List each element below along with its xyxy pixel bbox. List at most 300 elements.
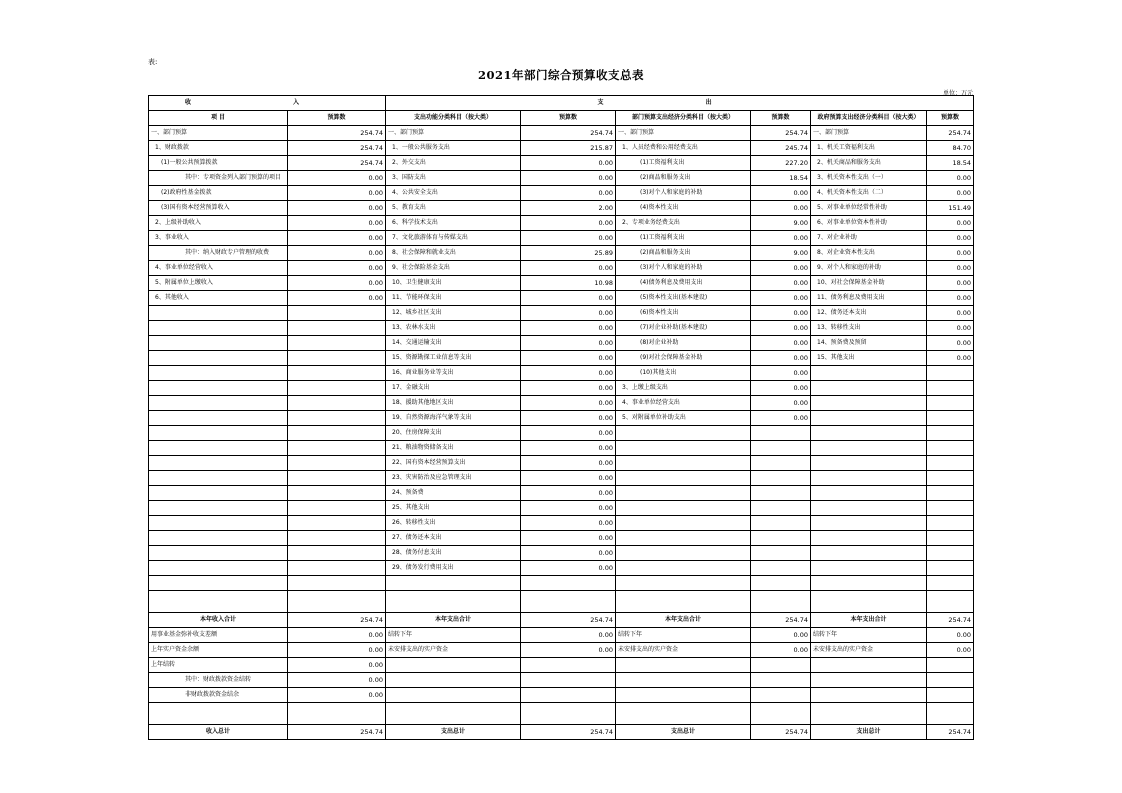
cell-label: (4)资本性支出 xyxy=(616,201,751,216)
column-header: 预算数 xyxy=(288,111,386,126)
cell-value: 254.74 xyxy=(751,613,811,628)
cell-label xyxy=(149,703,288,725)
cell-value: 0.00 xyxy=(288,658,386,673)
cell-label: 非财政拨款资金结余 xyxy=(149,688,288,703)
cell-label: 1、人员经费和公用经费支出 xyxy=(616,141,751,156)
cell-label: 用事业基金弥补收支差额 xyxy=(149,628,288,643)
cell-value: 0.00 xyxy=(288,643,386,658)
cell-value xyxy=(927,471,974,486)
cell-label: 2、专项业务经费支出 xyxy=(616,216,751,231)
cell-label: (3)国有资本经营预算收入 xyxy=(149,201,288,216)
cell-value xyxy=(288,366,386,381)
cell-label: 26、转移性支出 xyxy=(386,516,521,531)
cell-value: 0.00 xyxy=(521,531,616,546)
cell-value: 0.00 xyxy=(927,643,974,658)
cell-value xyxy=(927,426,974,441)
column-header: 预算数 xyxy=(751,111,811,126)
cell-value: 0.00 xyxy=(521,321,616,336)
table-row xyxy=(149,426,974,441)
cell-label xyxy=(811,501,927,516)
cell-label xyxy=(811,471,927,486)
cell-value: 254.74 xyxy=(521,725,616,740)
cell-label: 3、国防支出 xyxy=(386,171,521,186)
cell-value xyxy=(288,396,386,411)
table-row xyxy=(149,306,974,321)
cell-value xyxy=(521,658,616,673)
table-row xyxy=(149,366,974,381)
cell-label xyxy=(386,576,521,591)
cell-value xyxy=(521,673,616,688)
cell-value xyxy=(288,321,386,336)
cell-value: 0.00 xyxy=(751,396,811,411)
cell-value xyxy=(927,411,974,426)
table-row xyxy=(149,321,974,336)
cell-value xyxy=(288,381,386,396)
cell-label xyxy=(616,546,751,561)
cell-value xyxy=(751,546,811,561)
cell-value: 0.00 xyxy=(751,321,811,336)
total-row xyxy=(149,725,974,740)
cell-value: 0.00 xyxy=(751,261,811,276)
cell-label: 未安排支出的实户资金 xyxy=(616,643,751,658)
cell-label: 4、机关资本性支出（二） xyxy=(811,186,927,201)
cell-label: 9、社会保险基金支出 xyxy=(386,261,521,276)
cell-value: 0.00 xyxy=(521,216,616,231)
cell-label: (8)对企业补助 xyxy=(616,336,751,351)
cell-label: 支出总计 xyxy=(811,725,927,740)
cell-label xyxy=(149,396,288,411)
cell-label xyxy=(616,426,751,441)
cell-label: 6、对事业单位资本性补助 xyxy=(811,216,927,231)
cell-value xyxy=(927,456,974,471)
cell-value: 0.00 xyxy=(927,171,974,186)
cell-value xyxy=(751,688,811,703)
cell-label: 其中：专项资金列入部门预算的项目 xyxy=(149,171,288,186)
income-section-header: 收 入 xyxy=(149,96,386,111)
unit-label: 单位：万元 xyxy=(942,90,973,97)
cell-label xyxy=(811,531,927,546)
cell-value: 254.74 xyxy=(288,141,386,156)
table-row xyxy=(149,171,974,186)
cell-value xyxy=(288,591,386,613)
cell-label xyxy=(149,366,288,381)
cell-value: 0.00 xyxy=(521,546,616,561)
cell-value: 254.74 xyxy=(751,126,811,141)
cell-value: 0.00 xyxy=(521,261,616,276)
cell-label xyxy=(811,673,927,688)
cell-label: (3)对个人和家庭的补助 xyxy=(616,186,751,201)
cell-value xyxy=(288,561,386,576)
cell-value xyxy=(927,591,974,613)
cell-value: 0.00 xyxy=(751,291,811,306)
cell-value: 9.00 xyxy=(751,246,811,261)
cell-label: 27、债务还本支出 xyxy=(386,531,521,546)
cell-value: 245.74 xyxy=(751,141,811,156)
cell-label: 19、自然资源海洋气象等支出 xyxy=(386,411,521,426)
cell-value: 2.00 xyxy=(521,201,616,216)
cell-label xyxy=(811,561,927,576)
cell-value: 0.00 xyxy=(521,486,616,501)
cell-value: 0.00 xyxy=(521,643,616,658)
cell-value: 0.00 xyxy=(751,381,811,396)
cell-label: 11、节能环保支出 xyxy=(386,291,521,306)
cell-label: 10、卫生健康支出 xyxy=(386,276,521,291)
cell-label: 结转下年 xyxy=(811,628,927,643)
column-header-row xyxy=(149,111,974,126)
cell-label xyxy=(811,396,927,411)
cell-label xyxy=(149,441,288,456)
cell-label: 10、对社会保障基金补助 xyxy=(811,276,927,291)
cell-value xyxy=(288,456,386,471)
cell-value: 0.00 xyxy=(927,186,974,201)
cell-value: 9.00 xyxy=(751,216,811,231)
table-row xyxy=(149,673,974,688)
cell-label: 21、粮油物资储备支出 xyxy=(386,441,521,456)
cell-label xyxy=(811,441,927,456)
table-row xyxy=(149,291,974,306)
budget-summary-table xyxy=(148,95,974,740)
cell-value xyxy=(288,546,386,561)
cell-value xyxy=(751,561,811,576)
cell-label: 3、上缴上级支出 xyxy=(616,381,751,396)
cell-label: 一、部门预算 xyxy=(386,126,521,141)
cell-label xyxy=(616,531,751,546)
table-row xyxy=(149,126,974,141)
cell-value: 0.00 xyxy=(288,628,386,643)
cell-value: 0.00 xyxy=(927,321,974,336)
table-row xyxy=(149,546,974,561)
cell-value: 0.00 xyxy=(751,306,811,321)
cell-label: 20、住房保障支出 xyxy=(386,426,521,441)
cell-label: 一、部门预算 xyxy=(149,126,288,141)
table-row xyxy=(149,486,974,501)
cell-label: 2、机关商品和服务支出 xyxy=(811,156,927,171)
cell-label: 本年收入合计 xyxy=(149,613,288,628)
table-row xyxy=(149,246,974,261)
cell-value xyxy=(288,516,386,531)
cell-value: 254.74 xyxy=(288,156,386,171)
table-row xyxy=(149,276,974,291)
cell-label: 15、其他支出 xyxy=(811,351,927,366)
table-row xyxy=(149,643,974,658)
cell-label xyxy=(616,486,751,501)
cell-value: 0.00 xyxy=(751,201,811,216)
cell-value xyxy=(927,501,974,516)
cell-label xyxy=(149,486,288,501)
cell-value xyxy=(288,576,386,591)
cell-label: 结转下年 xyxy=(616,628,751,643)
cell-label: 6、科学技术支出 xyxy=(386,216,521,231)
cell-value xyxy=(927,673,974,688)
cell-value: 0.00 xyxy=(927,246,974,261)
cell-value: 254.74 xyxy=(927,613,974,628)
cell-label: 2、外交支出 xyxy=(386,156,521,171)
cell-value: 0.00 xyxy=(521,426,616,441)
cell-value: 0.00 xyxy=(927,261,974,276)
cell-value xyxy=(288,703,386,725)
cell-value xyxy=(288,426,386,441)
table-row xyxy=(149,456,974,471)
cell-value: 0.00 xyxy=(521,381,616,396)
cell-label: (1)工资福利支出 xyxy=(616,156,751,171)
cell-value: 0.00 xyxy=(927,291,974,306)
cell-value xyxy=(751,531,811,546)
cell-label: 22、国有资本经营预算支出 xyxy=(386,456,521,471)
cell-label: 上年实户资金余额 xyxy=(149,643,288,658)
cell-label xyxy=(616,561,751,576)
cell-value: 0.00 xyxy=(521,351,616,366)
cell-value: 0.00 xyxy=(521,156,616,171)
column-header: 支出功能分类科目（按大类） xyxy=(386,111,521,126)
cell-label xyxy=(149,501,288,516)
cell-value: 0.00 xyxy=(751,366,811,381)
cell-value: 0.00 xyxy=(751,351,811,366)
table-row xyxy=(149,141,974,156)
cell-value: 254.74 xyxy=(751,725,811,740)
table-row xyxy=(149,411,974,426)
cell-value xyxy=(751,426,811,441)
cell-value: 0.00 xyxy=(521,456,616,471)
column-header: 项 目 xyxy=(149,111,288,126)
cell-label xyxy=(149,456,288,471)
cell-label: 结转下年 xyxy=(386,628,521,643)
cell-label: 未安排支出的实户资金 xyxy=(386,643,521,658)
cell-label xyxy=(149,351,288,366)
cell-label: (2)政府性基金拨款 xyxy=(149,186,288,201)
cell-label: 12、城乡社区支出 xyxy=(386,306,521,321)
cell-value xyxy=(751,471,811,486)
total-row xyxy=(149,613,974,628)
table-row xyxy=(149,576,974,591)
cell-label: 13、农林水支出 xyxy=(386,321,521,336)
cell-value: 0.00 xyxy=(927,306,974,321)
table-row xyxy=(149,231,974,246)
table-row xyxy=(149,201,974,216)
table-row xyxy=(149,396,974,411)
column-header: 政府预算支出经济分类科目（按大类） xyxy=(811,111,927,126)
cell-label xyxy=(811,381,927,396)
cell-value xyxy=(927,441,974,456)
cell-value xyxy=(288,351,386,366)
cell-value: 151.49 xyxy=(927,201,974,216)
cell-label: (2)商品和服务支出 xyxy=(616,171,751,186)
cell-label: 其中：纳入财政专户管理的收费 xyxy=(149,246,288,261)
cell-value: 254.74 xyxy=(927,126,974,141)
cell-value xyxy=(927,531,974,546)
cell-label: 14、预备费及预留 xyxy=(811,336,927,351)
table-row xyxy=(149,531,974,546)
cell-value: 0.00 xyxy=(927,231,974,246)
cell-value xyxy=(521,576,616,591)
cell-value: 0.00 xyxy=(751,336,811,351)
cell-value xyxy=(927,546,974,561)
cell-value: 227.20 xyxy=(751,156,811,171)
cell-label: (7)对企业补助(基本建设) xyxy=(616,321,751,336)
cell-value: 0.00 xyxy=(927,276,974,291)
cell-label xyxy=(811,591,927,613)
cell-value: 254.74 xyxy=(521,126,616,141)
cell-label xyxy=(811,546,927,561)
cell-value: 0.00 xyxy=(521,411,616,426)
cell-label xyxy=(149,426,288,441)
cell-value: 0.00 xyxy=(751,276,811,291)
cell-value: 0.00 xyxy=(521,561,616,576)
cell-label: (10)其他支出 xyxy=(616,366,751,381)
cell-label xyxy=(811,703,927,725)
cell-label: 7、文化旅游体育与传媒支出 xyxy=(386,231,521,246)
cell-value: 0.00 xyxy=(521,186,616,201)
cell-value xyxy=(751,456,811,471)
cell-label xyxy=(149,321,288,336)
cell-label: 一、部门预算 xyxy=(616,126,751,141)
cell-label xyxy=(616,658,751,673)
cell-value: 0.00 xyxy=(521,306,616,321)
cell-label: 24、预备费 xyxy=(386,486,521,501)
cell-label: (4)债务利息及费用支出 xyxy=(616,276,751,291)
cell-label: 其中：财政拨款资金结转 xyxy=(149,673,288,688)
cell-label: 8、社会保障和就业支出 xyxy=(386,246,521,261)
cell-label xyxy=(811,576,927,591)
cell-value xyxy=(927,576,974,591)
cell-value: 0.00 xyxy=(288,201,386,216)
cell-label xyxy=(616,673,751,688)
cell-label xyxy=(149,381,288,396)
cell-label xyxy=(149,471,288,486)
cell-label: 29、债务发行费用支出 xyxy=(386,561,521,576)
cell-label: 25、其他支出 xyxy=(386,501,521,516)
cell-value: 0.00 xyxy=(288,231,386,246)
cell-value: 0.00 xyxy=(521,628,616,643)
cell-value: 254.74 xyxy=(288,725,386,740)
cell-label xyxy=(811,688,927,703)
cell-label: 14、交通运输支出 xyxy=(386,336,521,351)
column-header: 预算数 xyxy=(521,111,616,126)
cell-value: 0.00 xyxy=(751,628,811,643)
table-row xyxy=(149,186,974,201)
cell-label xyxy=(811,366,927,381)
table-row xyxy=(149,561,974,576)
cell-value: 0.00 xyxy=(521,471,616,486)
cell-label: 7、对企业补助 xyxy=(811,231,927,246)
column-header: 预算数 xyxy=(927,111,974,126)
cell-label: 4、事业单位经营支出 xyxy=(616,396,751,411)
cell-value: 0.00 xyxy=(288,673,386,688)
cell-value: 0.00 xyxy=(927,628,974,643)
cell-value xyxy=(927,366,974,381)
cell-label: 5、对附属单位补助支出 xyxy=(616,411,751,426)
expense-section-header: 支 出 xyxy=(386,96,974,111)
cell-value: 0.00 xyxy=(288,688,386,703)
cell-label xyxy=(616,441,751,456)
cell-label: 1、机关工资福利支出 xyxy=(811,141,927,156)
cell-value: 254.74 xyxy=(288,126,386,141)
column-header: 部门预算支出经济分类科目（按大类） xyxy=(616,111,751,126)
cell-label: 9、对个人和家庭的补助 xyxy=(811,261,927,276)
cell-label xyxy=(149,561,288,576)
cell-label: (3)对个人和家庭的补助 xyxy=(616,261,751,276)
cell-value xyxy=(927,703,974,725)
cell-label: 28、债务付息支出 xyxy=(386,546,521,561)
cell-label xyxy=(149,531,288,546)
table-row xyxy=(149,261,974,276)
cell-label: 5、对事业单位经常性补助 xyxy=(811,201,927,216)
cell-value xyxy=(927,688,974,703)
table-label: 表: xyxy=(148,58,158,66)
cell-value: 0.00 xyxy=(288,276,386,291)
cell-value: 10.98 xyxy=(521,276,616,291)
cell-label xyxy=(149,516,288,531)
cell-label xyxy=(386,673,521,688)
cell-value: 18.54 xyxy=(751,171,811,186)
cell-label xyxy=(811,486,927,501)
cell-value: 0.00 xyxy=(288,186,386,201)
cell-value: 0.00 xyxy=(288,246,386,261)
cell-value: 0.00 xyxy=(288,261,386,276)
cell-value: 0.00 xyxy=(751,231,811,246)
cell-value: 0.00 xyxy=(521,231,616,246)
cell-value: 0.00 xyxy=(288,216,386,231)
cell-value xyxy=(751,501,811,516)
cell-value: 0.00 xyxy=(751,643,811,658)
table-row xyxy=(149,336,974,351)
table-row xyxy=(149,216,974,231)
cell-value xyxy=(521,688,616,703)
cell-value xyxy=(751,516,811,531)
cell-label xyxy=(811,658,927,673)
cell-label: 1、一般公共服务支出 xyxy=(386,141,521,156)
cell-label xyxy=(616,576,751,591)
cell-label: 未安排支出的实户资金 xyxy=(811,643,927,658)
cell-value xyxy=(288,306,386,321)
cell-value xyxy=(751,703,811,725)
cell-value xyxy=(927,486,974,501)
cell-value xyxy=(288,441,386,456)
cell-label xyxy=(616,703,751,725)
cell-value xyxy=(751,576,811,591)
cell-value: 0.00 xyxy=(521,366,616,381)
cell-value xyxy=(288,486,386,501)
cell-value: 0.00 xyxy=(521,396,616,411)
cell-value xyxy=(751,658,811,673)
cell-label xyxy=(149,306,288,321)
cell-value xyxy=(521,591,616,613)
cell-label xyxy=(811,426,927,441)
cell-value: 0.00 xyxy=(521,291,616,306)
cell-value: 0.00 xyxy=(288,171,386,186)
cell-label xyxy=(386,658,521,673)
cell-label xyxy=(616,471,751,486)
cell-label: (1)一般公共预算拨款 xyxy=(149,156,288,171)
cell-label: 13、转移性支出 xyxy=(811,321,927,336)
cell-value: 0.00 xyxy=(521,441,616,456)
cell-label: 5、教育支出 xyxy=(386,201,521,216)
cell-value: 0.00 xyxy=(927,216,974,231)
cell-value: 0.00 xyxy=(751,411,811,426)
cell-label: 15、资源勘探工业信息等支出 xyxy=(386,351,521,366)
cell-value: 84.70 xyxy=(927,141,974,156)
cell-value: 0.00 xyxy=(521,516,616,531)
cell-value: 0.00 xyxy=(751,186,811,201)
cell-label: 6、其他收入 xyxy=(149,291,288,306)
cell-value xyxy=(288,336,386,351)
table-row xyxy=(149,381,974,396)
cell-label: 支出总计 xyxy=(386,725,521,740)
table-row xyxy=(149,441,974,456)
cell-label: 4、事业单位经营收入 xyxy=(149,261,288,276)
cell-label xyxy=(616,688,751,703)
table-row xyxy=(149,688,974,703)
cell-value: 0.00 xyxy=(927,351,974,366)
